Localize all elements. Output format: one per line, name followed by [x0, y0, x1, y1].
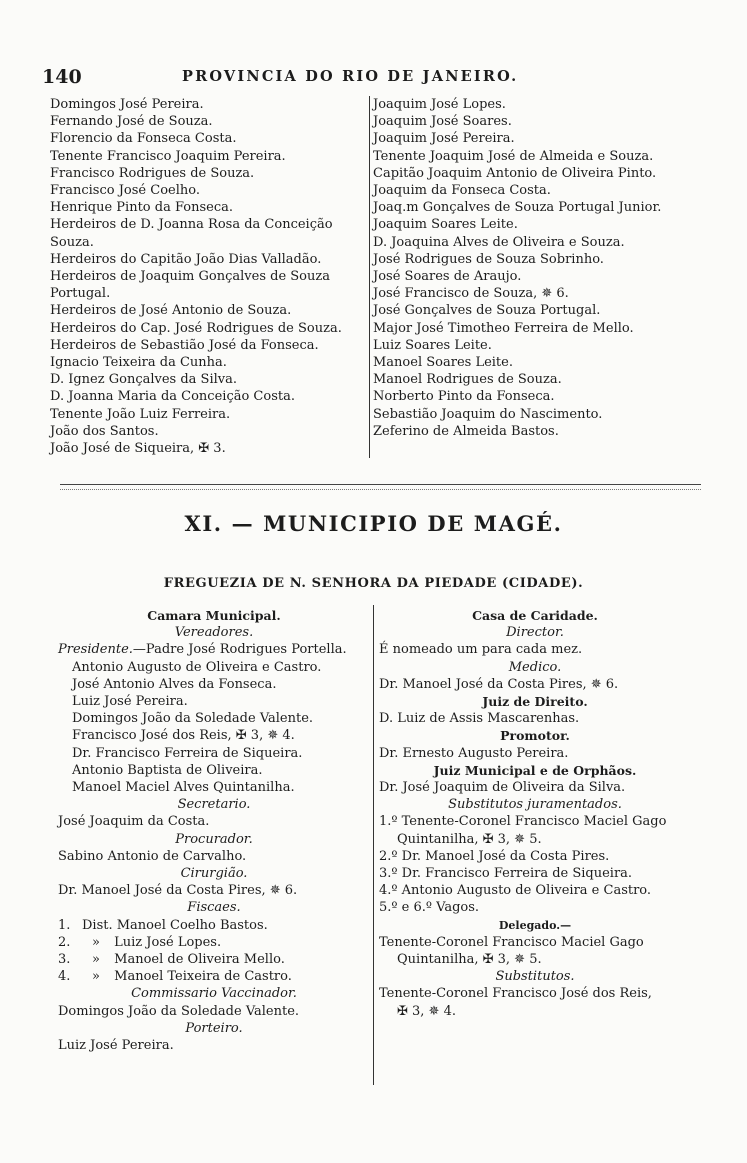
list-item: Capitão Joaquim Antonio de Oliveira Pinto. [373, 165, 657, 181]
director-heading: Director. [506, 625, 564, 641]
secretario-name: José Joaquim da Costa. [58, 814, 210, 830]
list-item: D. Joanna Maria da Conceição Costa. [50, 389, 295, 405]
cirurgiao-name: Dr. Manoel José da Costa Pires, ✵ 6. [58, 883, 298, 899]
page-header [42, 66, 707, 88]
fiscal-district: Dist. [82, 917, 113, 933]
medico-heading: Medico. [508, 659, 562, 675]
presidente-line [58, 641, 370, 658]
cirurgiao-heading: Cirurgião. [180, 866, 248, 882]
top-right-list [373, 96, 707, 440]
substitute-item: 4.º Antonio Augusto de Oliveira e Castro. [379, 883, 652, 899]
vaccinador-heading: Commissario Vaccinador. [131, 986, 297, 1002]
substituto-name-continuation: ✠ 3, ✵ 4. [397, 1003, 456, 1019]
list-item: Domingos João da Soledade Valente. [72, 711, 314, 727]
porteiro-heading: Porteiro. [185, 1020, 243, 1036]
fiscal-name: Manoel Coelho Bastos. [116, 917, 268, 933]
parish-heading: FREGUEZIA DE N. SENHORA DA PIEDADE (CIDADE). [163, 576, 584, 591]
list-item: Luiz José Pereira. [72, 694, 188, 710]
list-item: Antonio Augusto de Oliveira e Castro. [72, 659, 322, 675]
substitutos-juramentados-heading: Substitutos juramentados. [448, 797, 622, 813]
presidente-label: Presidente. [58, 642, 133, 658]
fiscaes-heading: Fiscaes. [187, 900, 241, 916]
list-item: Luiz Soares Leite. [373, 337, 492, 353]
fiscal-row [58, 934, 370, 951]
list-item: Antonio Baptista de Oliveira. [72, 762, 263, 778]
left-column [58, 607, 370, 1054]
presidente-name: —Padre José Rodrigues Portella. [132, 642, 347, 658]
substituto-name: Tenente-Coronel Francisco José dos Reis, [379, 986, 652, 1002]
list-item: Francisco José dos Reis, ✠ 3, ✵ 4. [72, 728, 295, 744]
list-item-continuation: Souza. [50, 234, 94, 250]
camara-heading: Camara Municipal. [147, 608, 281, 623]
caridade-heading: Casa de Caridade. [472, 608, 598, 623]
list-item: Joaquim Soares Leite. [373, 217, 518, 233]
substitute-item: 1.º Tenente-Coronel Francisco Maciel Gago [379, 814, 667, 830]
medico-name: Dr. Manoel José da Costa Pires, ✵ 6. [379, 676, 619, 692]
section-divider [60, 484, 701, 485]
list-item: Francisco José Coelho. [50, 183, 200, 199]
list-item: José Gonçalves de Souza Portugal. [373, 303, 601, 319]
list-item: Herdeiros de Sebastião José da Fonseca. [50, 337, 319, 353]
substitutos-heading: Substitutos. [495, 969, 575, 985]
fiscal-row [58, 917, 370, 934]
fiscal-name: Manoel de Oliveira Mello. [114, 952, 285, 968]
substitute-item-continuation: Quintanilha, ✠ 3, ✵ 5. [397, 831, 542, 847]
fiscal-number: 4. [58, 969, 71, 985]
section-title: XI. — MUNICIPIO DE MAGÉ. [184, 511, 563, 536]
porteiro-name: Luiz José Pereira. [58, 1038, 174, 1054]
list-item: Norberto Pinto da Fonseca. [373, 389, 555, 405]
vereadores-heading: Vereadores. [174, 625, 254, 641]
secretario-heading: Secretario. [177, 797, 251, 813]
list-item: Manoel Maciel Alves Quintanilha. [72, 780, 295, 796]
list-item: Joaq.m Gonçalves de Souza Portugal Junior. [373, 200, 662, 216]
substitute-item: 5.º e 6.º Vagos. [379, 900, 480, 916]
list-item-continuation: Portugal. [50, 286, 111, 302]
list-item: Henrique Pinto da Fonseca. [50, 200, 233, 216]
list-item: Joaquim José Lopes. [373, 97, 506, 112]
delegado-name-continuation: Quintanilha, ✠ 3, ✵ 5. [397, 952, 542, 968]
fiscal-district: » [92, 952, 100, 968]
juiz-municipal-heading: Juiz Municipal e de Orphãos. [433, 762, 637, 778]
list-item: Herdeiros do Capitão João Dias Valladão. [50, 251, 322, 267]
promotor-heading: Promotor. [500, 728, 570, 744]
list-item: Herdeiros de D. Joanna Rosa da Conceição [50, 217, 333, 233]
fiscal-district: » [92, 969, 100, 985]
fiscal-number: 1. [58, 917, 71, 933]
fiscal-name: Luiz José Lopes. [114, 934, 222, 950]
substitute-item: 3.º Dr. Francisco Ferreira de Siqueira. [379, 866, 633, 882]
list-item: Dr. Francisco Ferreira de Siqueira. [72, 745, 303, 761]
substitute-item: 2.º Dr. Manoel José da Costa Pires. [379, 848, 610, 864]
promotor-name: Dr. Ernesto Augusto Pereira. [379, 745, 569, 761]
list-item: Tenente João Luiz Ferreira. [50, 406, 231, 422]
list-item: José Soares de Araujo. [373, 269, 522, 285]
list-item: João José de Siqueira, ✠ 3. [50, 441, 226, 457]
list-item: Herdeiros de Joaquim Gonçalves de Souza [50, 269, 330, 285]
list-item: Manoel Soares Leite. [373, 355, 513, 371]
juiz-direito-name: D. Luiz de Assis Mascarenhas. [379, 711, 580, 727]
section-divider-dotted [60, 489, 701, 490]
fiscal-row [58, 968, 370, 985]
list-item: José Rodrigues de Souza Sobrinho. [373, 251, 604, 267]
procurador-heading: Procurador. [175, 831, 253, 847]
list-item: Domingos José Pereira. [50, 97, 204, 112]
director-text: É nomeado um para cada mez. [379, 642, 583, 658]
delegado-heading: Delegado.— [498, 918, 572, 932]
running-title: PROVINCIA DO RIO DE JANEIRO. [182, 68, 519, 85]
procurador-name: Sabino Antonio de Carvalho. [58, 848, 247, 864]
fiscal-number: 3. [58, 952, 71, 968]
fiscal-district: » [92, 934, 100, 950]
top-left-list [50, 96, 366, 457]
list-item: João dos Santos. [50, 423, 159, 439]
list-item: Ignacio Teixeira da Cunha. [50, 355, 227, 371]
list-item: Fernando José de Souza. [50, 114, 213, 130]
list-item: José Antonio Alves da Fonseca. [72, 676, 277, 692]
list-item: Florencio da Fonseca Costa. [50, 131, 237, 147]
list-item: Herdeiros de José Antonio de Souza. [50, 303, 292, 319]
list-item: Joaquim José Pereira. [373, 131, 515, 147]
list-item: Joaquim da Fonseca Costa. [373, 183, 551, 199]
list-item: Herdeiros do Cap. José Rodrigues de Souza. [50, 320, 342, 336]
fiscal-number: 2. [58, 934, 71, 950]
list-item: Major José Timotheo Ferreira de Mello. [373, 320, 634, 336]
delegado-name: Tenente-Coronel Francisco Maciel Gago [379, 934, 644, 950]
page-number: 140 [42, 66, 82, 88]
vaccinador-name: Domingos João da Soledade Valente. [58, 1003, 300, 1019]
fiscal-row [58, 951, 370, 968]
list-item: Sebastião Joaquim do Nascimento. [373, 406, 603, 422]
fiscal-name: Manoel Teixeira de Castro. [114, 969, 292, 985]
list-item: Tenente Francisco Joaquim Pereira. [50, 148, 286, 164]
list-item: D. Joaquina Alves de Oliveira e Souza. [373, 234, 625, 250]
column-divider-bottom [373, 605, 374, 1085]
column-divider-top [369, 96, 370, 458]
list-item: Joaquim José Soares. [373, 114, 512, 130]
right-column [379, 607, 691, 1020]
list-item: Manoel Rodrigues de Souza. [373, 372, 562, 388]
list-item: Tenente Joaquim José de Almeida e Souza. [373, 148, 654, 164]
list-item: José Francisco de Souza, ✵ 6. [373, 286, 569, 302]
list-item: Zeferino de Almeida Bastos. [373, 423, 559, 439]
list-item: Francisco Rodrigues de Souza. [50, 165, 255, 181]
juiz-municipal-name: Dr. José Joaquim de Oliveira da Silva. [379, 780, 626, 796]
list-item: D. Ignez Gonçalves da Silva. [50, 372, 237, 388]
juiz-direito-heading: Juiz de Direito. [482, 694, 588, 710]
